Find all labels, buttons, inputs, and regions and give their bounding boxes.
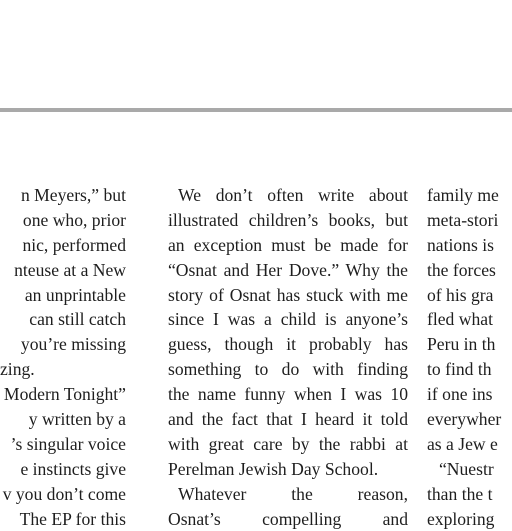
text-line: something to do with finding (168, 359, 408, 380)
text-line: illustrated children’s books, but (168, 209, 408, 230)
text-line: and the fact that I heard it told (168, 409, 408, 430)
text-line: v you don’t come (2, 483, 126, 504)
text-line: everywher (427, 409, 502, 430)
article-column-left (0, 183, 126, 531)
paragraph-start: Whatever the reason, (178, 483, 408, 504)
text-line (168, 183, 408, 208)
text-line: meta-stori (427, 209, 499, 230)
text-line: if one ins (427, 384, 493, 405)
text-line: of his gra (427, 284, 494, 305)
text-line: fled what (427, 309, 493, 330)
text-line: the name funny when I was 10 (168, 384, 408, 405)
article-column-middle (168, 183, 408, 531)
text-line: than the t (427, 483, 493, 504)
text-line: to find th (427, 359, 492, 380)
text-line: zing. (0, 359, 35, 380)
text-line: “Nuestr (439, 458, 494, 479)
text-line: with great care by the rabbi at (168, 433, 408, 454)
text-line: “Osnat and Her Dove.” Why the (168, 259, 408, 280)
text-line: exploring (427, 508, 495, 529)
text-line: y written by a (28, 409, 126, 430)
text-line: story of Osnat has stuck with me (168, 284, 408, 305)
text-line: family me (427, 185, 499, 205)
text-line: Peru in th (427, 334, 496, 355)
text-line: nteuse at a New (14, 259, 126, 280)
text-line: Perelman Jewish Day School. (168, 458, 379, 479)
text-line: Osnat’s compelling and (168, 508, 408, 529)
text-line: Modern Tonight” (3, 384, 126, 405)
text-line: nic, performed (22, 234, 126, 255)
text-line: The EP for this (19, 508, 126, 529)
text-line: ’s singular voice (10, 433, 126, 454)
horizontal-divider-rule (0, 108, 512, 112)
text-line: n Meyers,” but (20, 185, 126, 205)
text-line: one who, prior (22, 209, 126, 230)
text-line: an exception must be made for (168, 234, 408, 255)
text-line: can still catch (29, 309, 126, 330)
text-line: nations is (427, 234, 494, 255)
text-line: since I was a child is anyone’s (168, 309, 408, 330)
article-column-right (427, 183, 512, 531)
text-line (168, 482, 408, 507)
text-line: the forces (427, 259, 496, 280)
text-line: e instincts give (20, 458, 126, 479)
text-line: guess, though it probably has (168, 334, 408, 355)
paragraph-start: We don’t often write about (178, 185, 408, 205)
text-line: an unprintable (24, 284, 126, 305)
text-line: you’re missing (20, 334, 126, 355)
text-line: as a Jew e (427, 433, 498, 454)
